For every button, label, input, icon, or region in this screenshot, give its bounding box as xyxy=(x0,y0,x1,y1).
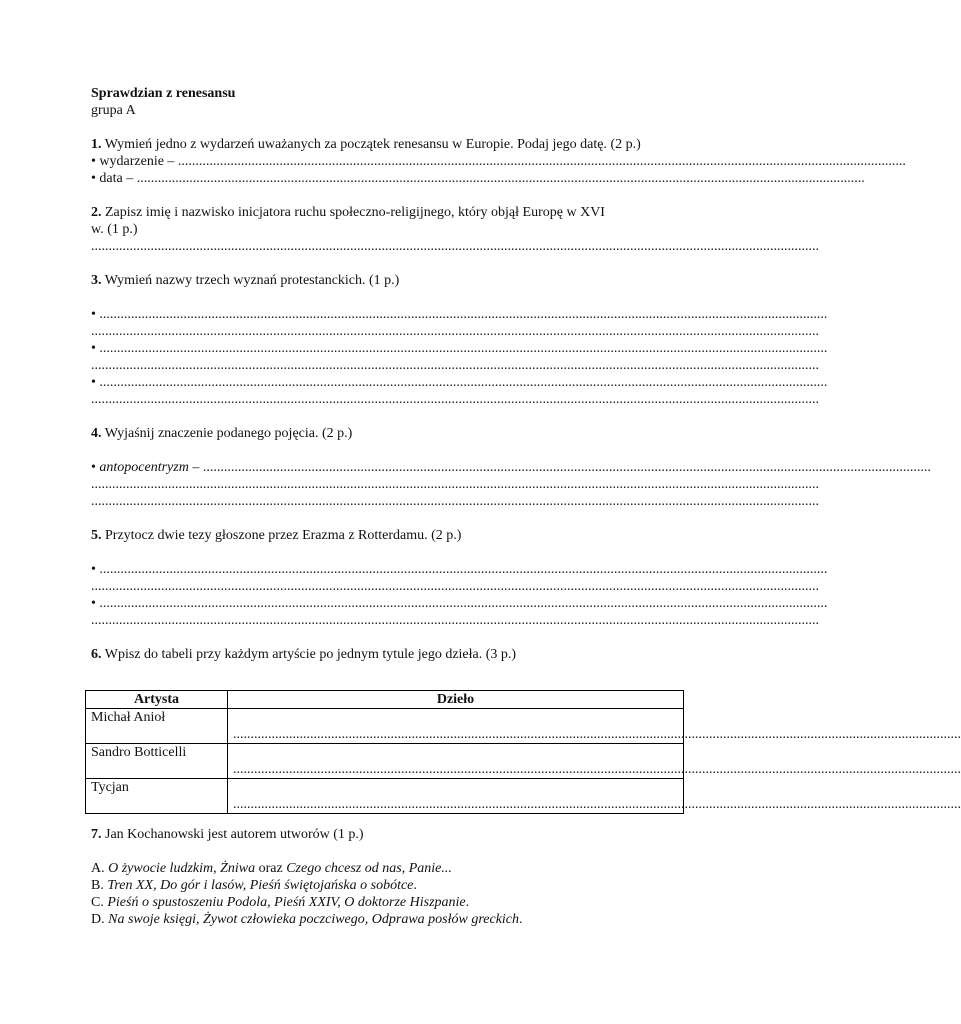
option-a-label: A. xyxy=(91,861,109,876)
date-label: • data – xyxy=(91,171,137,186)
column-header-work: Dzieło xyxy=(228,691,684,709)
table-header-row xyxy=(86,691,684,709)
question-4-number: 4. xyxy=(91,426,102,441)
answer-dots: ................................................................................................................................................................................................................ xyxy=(99,375,828,390)
work-answer-cell[interactable] xyxy=(228,709,961,744)
column-header-artist: Artysta xyxy=(86,691,228,709)
question-4-text: Wyjaśnij znaczenie podanego pojęcia. (2 p.) xyxy=(104,426,353,441)
bullet: • xyxy=(91,375,100,390)
question-4 xyxy=(91,425,679,442)
work-answer-cell[interactable] xyxy=(228,779,961,814)
answer-dots: ................................................................................................................................................................................................................ xyxy=(136,171,865,186)
question-7-block xyxy=(91,826,679,928)
question-2-text-cont: w. (1 p.) xyxy=(91,222,138,237)
answer-line-date[interactable] xyxy=(91,170,865,187)
question-3-text: Wymień nazwy trzech wyznań protestanckich. (1 p.) xyxy=(104,273,400,288)
answer-dots: ................................................................................................................................................................................................................ xyxy=(177,154,906,169)
term: antopocentryzm xyxy=(99,460,189,475)
question-2-text: Zapisz imię i nazwisko inicjatora ruchu społeczno-religijnego, który objął Europę w XVI xyxy=(105,205,605,220)
bullet: • xyxy=(91,460,100,475)
option-a-sep-2: oraz xyxy=(255,861,287,876)
answer-line-term[interactable] xyxy=(91,459,931,476)
option-b-titles: Tren XX, Do gór i lasów, Pieśń świętojańska o sobótce xyxy=(107,878,414,893)
table-row xyxy=(86,744,684,779)
option-d-titles: Na swoje księgi, Żywot człowieka poczciwego, Odprawa posłów greckich xyxy=(108,912,520,927)
answer-line-event[interactable] xyxy=(91,153,906,170)
question-7-text: Jan Kochanowski jest autorem utworów (1 p.) xyxy=(105,827,364,842)
artists-table xyxy=(85,690,961,814)
answer-line[interactable]: ................................................................................................................................................................................................................ xyxy=(91,477,819,492)
option-c[interactable] xyxy=(91,894,679,911)
option-d[interactable] xyxy=(91,911,679,928)
option-a-title-3: Czego chcesz od nas, Panie... xyxy=(286,861,452,876)
question-6-text: Wpisz do tabeli przy każdym artyście po jednym tytule jego dzieła. (3 p.) xyxy=(104,647,517,662)
question-2-number: 2. xyxy=(91,205,102,220)
option-a-title-2: Żniwa xyxy=(220,861,256,876)
question-5 xyxy=(91,527,679,544)
answer-line[interactable]: ................................................................................................................................................................................................................ xyxy=(91,324,819,339)
artist-cell: Michał Anioł xyxy=(86,709,228,744)
question-2 xyxy=(91,204,679,221)
answer-line[interactable]: ................................................................................................................................................................................................................ xyxy=(91,358,819,373)
dash: – xyxy=(188,460,203,475)
option-c-label: C. xyxy=(91,895,108,910)
question-7-number: 7. xyxy=(91,827,102,842)
question-3 xyxy=(91,272,679,289)
answer-line-bullet[interactable] xyxy=(91,595,828,612)
bullet: • xyxy=(91,596,100,611)
group-label: grupa A xyxy=(91,103,136,118)
artist-cell: Sandro Botticelli xyxy=(86,744,228,779)
question-1 xyxy=(91,136,679,153)
table-row xyxy=(86,709,684,744)
event-label: • wydarzenie – xyxy=(91,154,178,169)
table-row xyxy=(86,779,684,814)
option-a-sep-1: , xyxy=(213,861,221,876)
answer-line[interactable]: ................................................................................................................................................................................................................ xyxy=(91,579,819,594)
option-a-title-1: O żywocie ludzkim xyxy=(108,861,214,876)
work-answer-cell[interactable] xyxy=(228,744,961,779)
option-b-label: B. xyxy=(91,878,108,893)
question-5-text: Przytocz dwie tezy głoszone przez Erazma z Rotterdamu. (2 p.) xyxy=(105,528,462,543)
answer-line-bullet[interactable] xyxy=(91,561,828,578)
answer-dots: ................................................................................................................................................................................................................ xyxy=(233,727,961,742)
question-3-number: 3. xyxy=(91,273,102,288)
answer-line-bullet[interactable] xyxy=(91,374,828,391)
answer-line[interactable]: ................................................................................................................................................................................................................ xyxy=(91,239,819,254)
bullet: • xyxy=(91,307,100,322)
answer-dots: ................................................................................................................................................................................................................ xyxy=(99,596,828,611)
answer-dots: ................................................................................................................................................................................................................ xyxy=(99,341,828,356)
question-1-number: 1. xyxy=(91,137,102,152)
question-6 xyxy=(91,646,679,663)
artist-cell: Tycjan xyxy=(86,779,228,814)
worksheet xyxy=(91,85,931,663)
bullet: • xyxy=(91,341,100,356)
worksheet-title: Sprawdzian z renesansu xyxy=(91,86,236,101)
answer-line[interactable]: ................................................................................................................................................................................................................ xyxy=(91,613,819,628)
answer-dots: ................................................................................................................................................................................................................ xyxy=(233,762,961,777)
answer-line-bullet[interactable] xyxy=(91,340,828,357)
option-c-titles: Pieśń o spustoszeniu Podola, Pieśń XXIV, O doktorze Hiszpanie xyxy=(107,895,466,910)
answer-dots: ................................................................................................................................................................................................................ xyxy=(202,460,931,475)
option-c-end: . xyxy=(465,895,470,910)
answer-dots: ................................................................................................................................................................................................................ xyxy=(99,307,828,322)
answer-line-bullet[interactable] xyxy=(91,306,828,323)
question-1-text: Wymień jedno z wydarzeń uważanych za początek renesansu w Europie. Podaj jego datę. xyxy=(104,137,607,152)
question-5-number: 5. xyxy=(91,528,102,543)
answer-line[interactable]: ................................................................................................................................................................................................................ xyxy=(91,392,819,407)
bullet: • xyxy=(91,562,100,577)
answer-line[interactable]: ................................................................................................................................................................................................................ xyxy=(91,494,819,509)
question-6-number: 6. xyxy=(91,647,102,662)
option-d-label: D. xyxy=(91,912,109,927)
question-1-points: (2 p.) xyxy=(610,137,641,152)
option-d-end: . xyxy=(519,912,523,927)
option-a[interactable] xyxy=(91,860,679,877)
answer-dots: ................................................................................................................................................................................................................ xyxy=(233,797,961,812)
answer-dots: ................................................................................................................................................................................................................ xyxy=(99,562,828,577)
option-b-end: . xyxy=(413,878,417,893)
option-b[interactable] xyxy=(91,877,679,894)
question-7 xyxy=(91,826,679,843)
